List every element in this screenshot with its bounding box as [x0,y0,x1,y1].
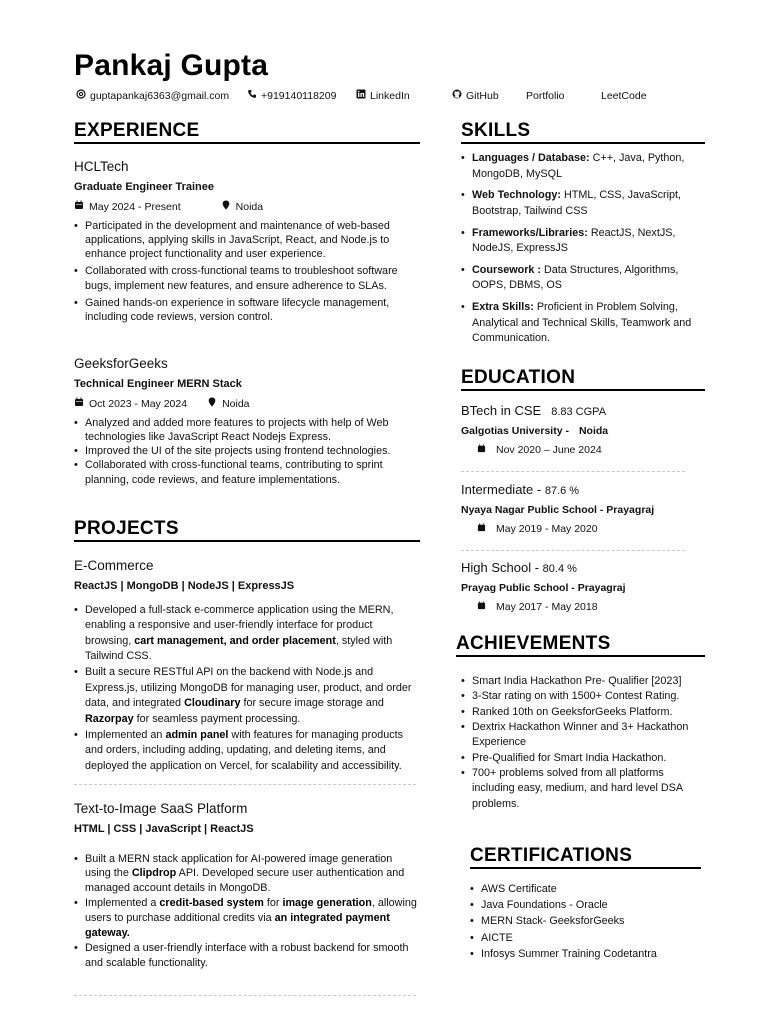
linkedin-icon [356,89,366,104]
project-saas [74,799,420,971]
job-dates-text: Oct 2023 - May 2024 [89,397,188,410]
company-name: GeeksforGeeks [74,356,168,371]
list-item: • MERN Stack- GeeksforGeeks [470,913,700,929]
experience-heading: EXPERIENCE [74,121,420,144]
experience-job-1 [74,157,420,324]
leetcode-link[interactable] [601,89,647,104]
degree: Intermediate - 87.6 % [461,482,580,497]
list-item: • Infosys Summer Training Codetantra [470,946,700,962]
leetcode-text: LeetCode [601,90,647,102]
skill-coursework: • Coursework : Data Structures, Algorithms, OOPS, DBMS, OS [461,263,701,294]
job-location [207,397,249,412]
list-item: • Participated in the development and maintenance of web-based applications, applying skills in JavaScript, React, and Node.js to enhance project functionality and user experience. [74,219,420,262]
job-role: Graduate Engineer Trainee [74,180,214,193]
email-text: guptapankaj6363@gmail.com [90,90,230,102]
education-item-3 [461,559,711,615]
list-item: • AWS Certificate [470,881,700,897]
job-bullets [74,416,420,487]
job-dates [74,200,181,215]
list-item: • 700+ problems solved from all platforms including easy, medium, and hard level DSA problems. [461,766,701,812]
job-bullets [74,219,420,325]
job-location-text: Noida [235,200,264,213]
calendar-icon [477,600,486,615]
job-dates-text: May 2024 - Present [89,200,181,213]
list-item: • Smart India Hackathon Pre- Qualifier [2023] [461,674,701,689]
achievements-heading: ACHIEVEMENTS [456,634,705,657]
project-name: E-Commerce [74,558,154,573]
project-bullets [74,603,420,775]
edu-dates: Nov 2020 – June 2024 [461,443,711,458]
project-ecommerce [74,556,420,775]
list-item: • Pre-Qualified for Smart India Hackathon. [461,751,701,766]
school: Prayag Public School - Prayagraj [461,581,626,594]
job-location-text: Noida [222,397,250,410]
skill-frameworks: • Frameworks/Libraries: ReactJS, NextJS, NodeJS, ExpressJS [461,226,701,257]
skill-languages: • Languages / Database: C++, Java, Python, MongoDB, MySQL [461,151,701,182]
list-item: • Implemented an admin panel with features for managing products and orders, including adding, updating, and deleting items, and deployed the application on Vercel, for scalability and accessibility. [74,728,420,775]
skills-list [461,151,701,353]
certifications-list [470,881,700,962]
project-bullets [74,852,420,971]
degree: High School - 80.4 % [461,560,577,575]
job-role: Technical Engineer MERN Stack [74,377,242,390]
divider [74,995,416,996]
school: Nyaya Nagar Public School - Prayagraj [461,503,655,516]
skills-heading: SKILLS [461,121,705,144]
list-item: • Collaborated with cross-functional teams, contributing to sprint planning, code reviews, and feature implementations. [74,458,420,487]
phone-icon [247,89,257,104]
job-meta [74,200,420,215]
github-text: GitHub [466,90,499,102]
education-item-2 [461,481,711,537]
github-icon [452,89,462,104]
portfolio-text: Portfolio [526,90,565,102]
list-item: • Dextrix Hackathon Winner and 3+ Hackathon Experience [461,720,701,751]
location-pin-icon [207,397,217,412]
project-stack: ReactJS | MongoDB | NodeJS | ExpressJS [74,579,295,592]
list-item: • Improved the UI of the site projects using frontend technologies. [74,444,420,458]
job-meta [74,397,420,412]
linkedin-link[interactable] [356,89,410,104]
contact-bar [0,89,768,103]
list-item: • Built a secure RESTful API on the backend with Node.js and Express.js, utilizing MongoDB for managing user, product, and order data, and integrated Cloudinary for secure image storage and Razorpay for seamless payment processing. [74,665,420,728]
school: Galgotias University - Noida [461,424,609,437]
linkedin-text: LinkedIn [370,90,410,102]
list-item: • AICTE [470,930,700,946]
projects-heading: PROJECTS [74,519,420,542]
divider [74,784,416,785]
calendar-icon [477,522,486,537]
experience-job-2 [74,354,420,487]
list-item: • Designed a user-friendly interface with a robust backend for smooth and scalable functionality. [74,941,420,971]
github-link[interactable] [452,89,499,104]
portfolio-link[interactable] [526,89,565,104]
phone-text: +919140118209 [261,90,337,102]
job-dates [74,397,187,412]
location-pin-icon [221,200,231,215]
list-item: • 3-Star rating on with 1500+ Contest Rating. [461,689,701,704]
company-name: HCLTech [74,159,129,174]
list-item: • Developed a full-stack e-commerce application using the MERN, enabling a responsive and user-friendly interface for product browsing, cart management, and order placement, styled with Tailwind CSS. [74,603,420,666]
edu-dates: May 2017 - May 2018 [461,600,711,615]
calendar-icon [74,397,84,412]
calendar-icon [74,200,84,215]
list-item: • Implemented a credit-based system for image generation, allowing users to purchase additional credits via an integrated payment gateway. [74,896,420,941]
list-item: • Analyzed and added more features to projects with help of Web technologies like JavaScript React Nodejs Express. [74,416,420,445]
divider [461,471,685,472]
list-item: • Gained hands-on experience in software lifecycle management, including code reviews, version control. [74,296,420,325]
education-heading: EDUCATION [461,368,705,391]
calendar-icon [477,443,486,458]
candidate-name: Pankaj Gupta [74,49,269,82]
project-name: Text-to-Image SaaS Platform [74,801,248,816]
email-link[interactable] [76,89,229,104]
certifications-heading: CERTIFICATIONS [470,846,701,869]
achievements-list [461,674,701,812]
job-location [221,200,263,215]
phone-link[interactable] [247,89,336,104]
skill-extra: • Extra Skills: Proficient in Problem Solving, Analytical and Technical Skills, Teamwork and Communication. [461,300,701,347]
skill-web: • Web Technology: HTML, CSS, JavaScript, Bootstrap, Tailwind CSS [461,188,701,219]
degree: BTech in CSE 8.83 CGPA [461,403,607,418]
divider [461,550,685,551]
list-item: • Ranked 10th on GeeksforGeeks Platform. [461,705,701,720]
edu-dates: May 2019 - May 2020 [461,522,711,537]
list-item: • Collaborated with cross-functional teams to troubleshoot software bugs, implement new features, and ensure adherence to SLAs. [74,264,420,293]
at-icon [76,89,86,104]
list-item: • Java Foundations - Oracle [470,897,700,913]
education-item-1 [461,402,711,458]
list-item: • Built a MERN stack application for AI-powered image generation using the Clipdrop API. Developed secure user authentication and managed account details in MongoDB. [74,852,420,897]
project-stack: HTML | CSS | JavaScript | ReactJS [74,822,254,835]
